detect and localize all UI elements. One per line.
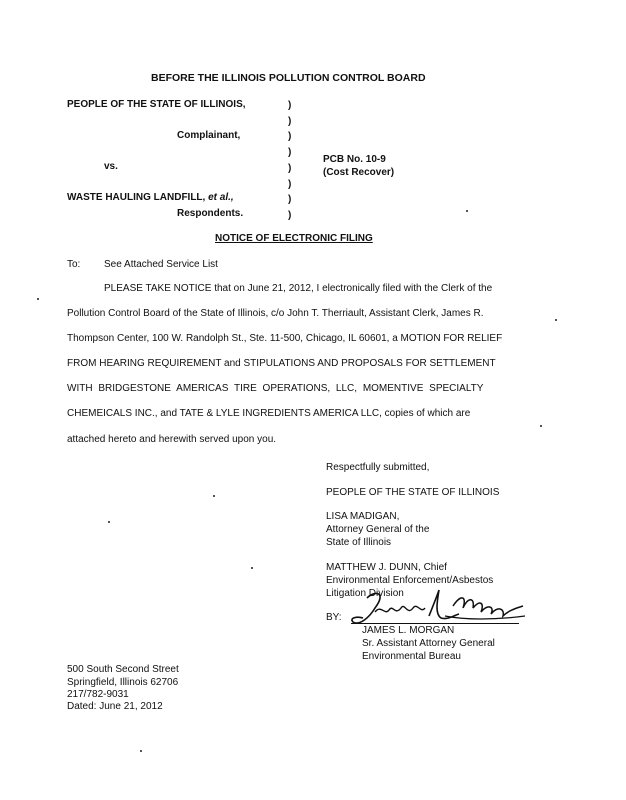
closing: Respectfully submitted,: [326, 462, 430, 473]
to-value: See Attached Service List: [104, 259, 218, 270]
scan-speck: [213, 495, 215, 497]
paren: ): [288, 162, 292, 174]
scan-speck: [251, 567, 253, 569]
plaintiff-name: PEOPLE OF THE STATE OF ILLINOIS,: [67, 99, 246, 110]
chief-name: MATTHEW J. DUNN, Chief: [326, 562, 447, 573]
body-line: attached hereto and herewith served upon you.: [67, 434, 277, 445]
respondents-label: Respondents.: [177, 208, 244, 219]
paren: ): [288, 194, 292, 206]
defendant-etal: et al.,: [208, 192, 234, 203]
scan-speck: [555, 319, 557, 321]
paren: ): [288, 100, 292, 111]
scan-speck: [108, 521, 110, 523]
chief-subdivision: Litigation Division: [326, 588, 404, 599]
ag-title: Attorney General of the: [326, 524, 430, 535]
notice-heading: NOTICE OF ELECTRONIC FILING: [215, 233, 373, 244]
paren: ): [288, 147, 292, 159]
document-title: BEFORE THE ILLINOIS POLLUTION CONTROL BOARD: [151, 72, 426, 84]
signature-line: [351, 623, 519, 624]
body-line: PLEASE TAKE NOTICE that on June 21, 2012, I electronically filed with the Clerk of the: [104, 283, 493, 294]
by-label: BY:: [326, 612, 342, 623]
versus-label: vs.: [104, 161, 118, 172]
signer-title: Sr. Assistant Attorney General: [362, 638, 495, 649]
case-type: (Cost Recover): [323, 167, 395, 178]
defendant-name: [67, 192, 234, 203]
scan-speck: [540, 425, 542, 427]
chief-division: Environmental Enforcement/Asbestos: [326, 575, 494, 586]
scan-speck: [37, 298, 39, 300]
body-line: Pollution Control Board of the State of Illinois, c/o John T. Therriault, Assistant Clerk, James R.: [67, 308, 484, 319]
address-phone: 217/782-9031: [67, 689, 129, 700]
ag-name: LISA MADIGAN,: [326, 511, 400, 522]
case-number: PCB No. 10-9: [323, 154, 386, 165]
address-city: Springfield, Illinois 62706: [67, 677, 179, 688]
ag-state: State of Illinois: [326, 537, 392, 548]
defendant-main: WASTE HAULING LANDFILL,: [67, 192, 209, 203]
body-line: Thompson Center, 100 W. Randolph St., Ste. 11-500, Chicago, IL 60601, a MOTION FOR RELIEF: [67, 333, 503, 344]
to-label: To:: [67, 259, 81, 270]
body-line: WITH BRIDGESTONE AMERICAS TIRE OPERATIONS, LLC, MOMENTIVE SPECIALTY: [67, 383, 484, 394]
paren: ): [288, 178, 292, 190]
body-line: FROM HEARING REQUIREMENT and STIPULATIONS AND PROPOSALS FOR SETTLEMENT: [67, 358, 496, 369]
signer-bureau: Environmental Bureau: [362, 651, 461, 662]
signer-name: JAMES L. MORGAN: [362, 625, 455, 636]
caption-parentheses: [288, 98, 291, 224]
paren: ): [288, 115, 292, 127]
party-name: PEOPLE OF THE STATE OF ILLINOIS: [326, 487, 500, 498]
paren: ): [288, 131, 292, 143]
date-line: Dated: June 21, 2012: [67, 701, 163, 712]
address-street: 500 South Second Street: [67, 664, 179, 675]
complainant-label: Complainant,: [177, 130, 241, 141]
paren: ): [288, 209, 292, 221]
body-line: CHEMEICALS INC., and TATE & LYLE INGREDIENTS AMERICA LLC, copies of which are: [67, 408, 471, 419]
scan-speck: [140, 750, 142, 752]
scan-speck: [466, 210, 468, 212]
